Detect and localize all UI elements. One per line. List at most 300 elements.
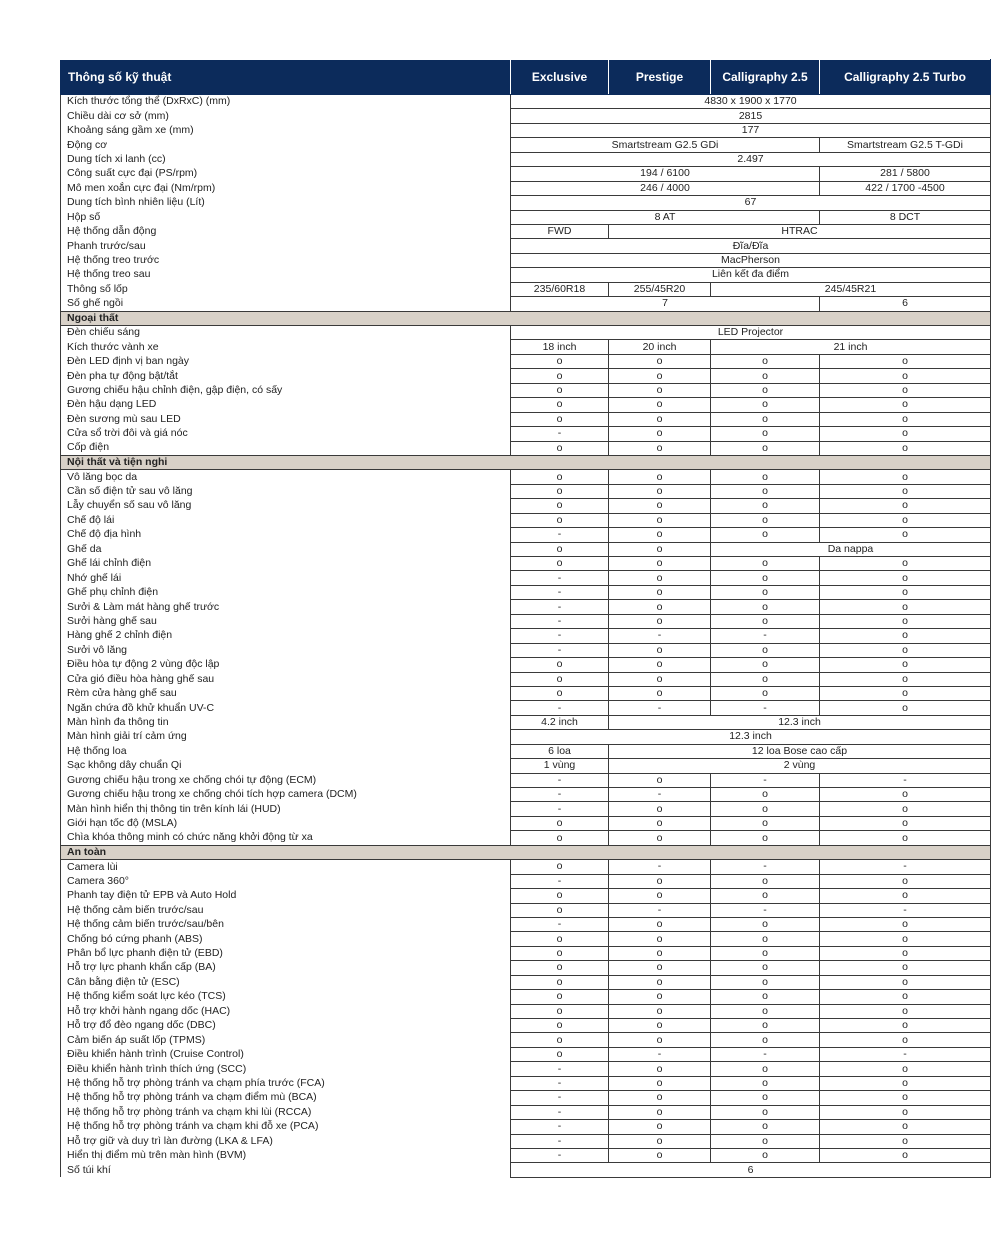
spec-value-exclusive: - — [511, 917, 609, 931]
spec-value-prestige: o — [609, 513, 711, 527]
spec-value-calligraphy-25-turbo: o — [820, 614, 991, 628]
table-row — [61, 123, 991, 137]
spec-value-calligraphy-25: - — [711, 629, 820, 643]
spec-value-exclusive: FWD — [511, 224, 609, 238]
spec-value-calligraphy-25: o — [711, 441, 820, 455]
spec-value-exclusive: o — [511, 398, 609, 412]
spec-value-calligraphy-25-turbo: o — [820, 427, 991, 441]
table-row — [61, 441, 991, 455]
spec-value-exclusive: o — [511, 975, 609, 989]
spec-value-calligraphy-25: o — [711, 398, 820, 412]
spec-value-merged: 4830 x 1900 x 1770 — [511, 95, 991, 109]
row-label: Điều khiển hành trình thích ứng (SCC) — [61, 1062, 511, 1076]
spec-value-merged: HTRAC — [609, 224, 991, 238]
spec-value-prestige: o — [609, 961, 711, 975]
row-label: Chế độ địa hình — [61, 528, 511, 542]
spec-value-exclusive: o — [511, 499, 609, 513]
spec-value-calligraphy-25-turbo: 6 — [820, 297, 991, 311]
spec-value-calligraphy-25: o — [711, 427, 820, 441]
row-label: Số ghế ngồi — [61, 297, 511, 311]
row-label: Đèn chiếu sáng — [61, 326, 511, 340]
header-spec-label: Thông số kỹ thuật — [61, 60, 511, 95]
table-row — [61, 1076, 991, 1090]
table-row — [61, 557, 991, 571]
spec-value-calligraphy-25: o — [711, 990, 820, 1004]
spec-value-exclusive: - — [511, 1148, 609, 1162]
header-row — [61, 60, 991, 95]
spec-value-prestige: o — [609, 1019, 711, 1033]
spec-value-calligraphy-25-turbo: o — [820, 1148, 991, 1162]
table-row — [61, 975, 991, 989]
spec-value-exclusive: 18 inch — [511, 340, 609, 354]
spec-value-calligraphy-25-turbo: - — [820, 860, 991, 874]
spec-value-merged: 194 / 6100 — [511, 167, 820, 181]
spec-value-calligraphy-25-turbo: o — [820, 1076, 991, 1090]
spec-value-prestige: o — [609, 686, 711, 700]
spec-value-exclusive: o — [511, 860, 609, 874]
spec-value-prestige: o — [609, 975, 711, 989]
row-label: Ghế da — [61, 542, 511, 556]
table-row — [61, 961, 991, 975]
spec-value-calligraphy-25-turbo: o — [820, 1019, 991, 1033]
spec-value-prestige: o — [609, 383, 711, 397]
spec-value-prestige: o — [609, 917, 711, 931]
spec-value-exclusive: o — [511, 513, 609, 527]
spec-value-calligraphy-25: o — [711, 571, 820, 585]
table-row — [61, 470, 991, 484]
spec-value-merged: 177 — [511, 123, 991, 137]
row-label: Ngăn chứa đồ khử khuẩn UV-C — [61, 701, 511, 715]
spec-value-prestige: o — [609, 1134, 711, 1148]
table-row — [61, 1120, 991, 1134]
table-row — [61, 658, 991, 672]
spec-value-prestige: o — [609, 542, 711, 556]
spec-value-calligraphy-25-turbo: Smartstream G2.5 T-GDi — [820, 138, 991, 152]
table-row — [61, 701, 991, 715]
table-row — [61, 600, 991, 614]
spec-value-calligraphy-25: o — [711, 802, 820, 816]
table-row — [61, 484, 991, 498]
spec-value-prestige: o — [609, 614, 711, 628]
spec-value-prestige: o — [609, 1033, 711, 1047]
row-label: Cửa sổ trời đôi và giá nóc — [61, 427, 511, 441]
spec-value-prestige: o — [609, 990, 711, 1004]
row-label: Cân bằng điện tử (ESC) — [61, 975, 511, 989]
spec-value-calligraphy-25: o — [711, 513, 820, 527]
spec-value-exclusive: o — [511, 412, 609, 426]
table-row — [61, 398, 991, 412]
spec-value-calligraphy-25-turbo: o — [820, 571, 991, 585]
row-label: Điều khiển hành trình (Cruise Control) — [61, 1047, 511, 1061]
spec-value-calligraphy-25: o — [711, 643, 820, 657]
row-label: Hệ thống kiểm soát lực kéo (TCS) — [61, 990, 511, 1004]
table-row — [61, 1033, 991, 1047]
spec-value-prestige: o — [609, 571, 711, 585]
row-label: Màn hình hiển thị thông tin trên kính lái (HUD) — [61, 802, 511, 816]
spec-value-exclusive: - — [511, 427, 609, 441]
table-row — [61, 946, 991, 960]
row-label: Phanh tay điện tử EPB và Auto Hold — [61, 889, 511, 903]
table-row — [61, 224, 991, 238]
spec-value-calligraphy-25-turbo: o — [820, 1062, 991, 1076]
row-label: Đèn hậu dạng LED — [61, 398, 511, 412]
spec-value-exclusive: - — [511, 788, 609, 802]
spec-value-merged: 8 AT — [511, 210, 820, 224]
spec-value-calligraphy-25-turbo: o — [820, 528, 991, 542]
row-label: Dung tích xi lanh (cc) — [61, 152, 511, 166]
table-row — [61, 528, 991, 542]
spec-value-calligraphy-25-turbo: o — [820, 441, 991, 455]
spec-value-prestige: o — [609, 889, 711, 903]
spec-value-exclusive: o — [511, 470, 609, 484]
row-label: Phanh trước/sau — [61, 239, 511, 253]
spec-value-merged: Da nappa — [711, 542, 991, 556]
header-calligraphy-25: Calligraphy 2.5 — [711, 60, 820, 95]
table-row — [61, 1134, 991, 1148]
spec-value-exclusive: o — [511, 1019, 609, 1033]
table-row — [61, 773, 991, 787]
spec-value-calligraphy-25-turbo: 281 / 5800 — [820, 167, 991, 181]
spec-value-calligraphy-25: o — [711, 528, 820, 542]
table-row — [61, 253, 991, 267]
table-row — [61, 109, 991, 123]
spec-value-prestige: o — [609, 831, 711, 845]
table-row — [61, 167, 991, 181]
spec-value-calligraphy-25: o — [711, 1076, 820, 1090]
spec-value-exclusive: o — [511, 1033, 609, 1047]
spec-value-exclusive: o — [511, 903, 609, 917]
spec-value-exclusive: o — [511, 1004, 609, 1018]
row-label: Chống bó cứng phanh (ABS) — [61, 932, 511, 946]
spec-value-calligraphy-25-turbo: 8 DCT — [820, 210, 991, 224]
row-label: Gương chiếu hậu trong xe chống chói tích hợp camera (DCM) — [61, 788, 511, 802]
spec-value-prestige: o — [609, 528, 711, 542]
section-header-row — [61, 845, 991, 859]
spec-value-exclusive: o — [511, 557, 609, 571]
spec-value-calligraphy-25-turbo: o — [820, 1091, 991, 1105]
row-label: Hiển thị điểm mù trên màn hình (BVM) — [61, 1148, 511, 1162]
spec-value-calligraphy-25: o — [711, 917, 820, 931]
spec-value-calligraphy-25-turbo: o — [820, 600, 991, 614]
spec-value-prestige: o — [609, 802, 711, 816]
spec-value-exclusive: o — [511, 354, 609, 368]
spec-value-prestige: o — [609, 470, 711, 484]
spec-value-prestige: o — [609, 1004, 711, 1018]
row-label: Hỗ trợ giữ và duy trì làn đường (LKA & LFA) — [61, 1134, 511, 1148]
table-row — [61, 181, 991, 195]
spec-value-calligraphy-25: o — [711, 614, 820, 628]
spec-value-merged: 2.497 — [511, 152, 991, 166]
row-label: Lẫy chuyển số sau vô lăng — [61, 499, 511, 513]
table-row — [61, 629, 991, 643]
spec-value-exclusive: o — [511, 816, 609, 830]
header-prestige: Prestige — [609, 60, 711, 95]
spec-value-exclusive: o — [511, 889, 609, 903]
table-row — [61, 95, 991, 109]
spec-value-exclusive: - — [511, 1105, 609, 1119]
row-label: Công suất cực đại (PS/rpm) — [61, 167, 511, 181]
row-label: Sưởi vô lăng — [61, 643, 511, 657]
table-row — [61, 354, 991, 368]
spec-value-prestige: o — [609, 1120, 711, 1134]
row-label: Hộp số — [61, 210, 511, 224]
spec-value-calligraphy-25: o — [711, 1019, 820, 1033]
table-row — [61, 1148, 991, 1162]
row-label: Màn hình giải trí cảm ứng — [61, 730, 511, 744]
spec-value-exclusive: o — [511, 369, 609, 383]
table-row — [61, 1062, 991, 1076]
spec-value-calligraphy-25-turbo: o — [820, 1105, 991, 1119]
spec-value-calligraphy-25: o — [711, 831, 820, 845]
spec-value-exclusive: o — [511, 542, 609, 556]
spec-value-calligraphy-25-turbo: o — [820, 398, 991, 412]
row-label: Cảm biến áp suất lốp (TPMS) — [61, 1033, 511, 1047]
spec-value-prestige: o — [609, 600, 711, 614]
row-label: Hỗ trợ khởi hành ngang dốc (HAC) — [61, 1004, 511, 1018]
table-row — [61, 383, 991, 397]
spec-value-prestige: o — [609, 427, 711, 441]
spec-value-exclusive: 6 loa — [511, 744, 609, 758]
spec-value-exclusive: - — [511, 614, 609, 628]
spec-value-merged: 6 — [511, 1163, 991, 1177]
table-row — [61, 369, 991, 383]
table-row — [61, 614, 991, 628]
spec-value-prestige: o — [609, 672, 711, 686]
row-label: Hỗ trợ lực phanh khẩn cấp (BA) — [61, 961, 511, 975]
row-label: Giới hạn tốc độ (MSLA) — [61, 816, 511, 830]
spec-value-merged: Smartstream G2.5 GDi — [511, 138, 820, 152]
row-label: Hệ thống dẫn động — [61, 224, 511, 238]
spec-value-prestige: o — [609, 1091, 711, 1105]
spec-value-prestige: 20 inch — [609, 340, 711, 354]
spec-value-calligraphy-25-turbo: o — [820, 383, 991, 397]
spec-value-prestige: o — [609, 1062, 711, 1076]
spec-value-calligraphy-25-turbo: o — [820, 1033, 991, 1047]
spec-value-calligraphy-25: o — [711, 1091, 820, 1105]
spec-value-calligraphy-25: o — [711, 658, 820, 672]
row-label: Hệ thống cảm biến trước/sau/bên — [61, 917, 511, 931]
section-header-row — [61, 311, 991, 325]
table-row — [61, 412, 991, 426]
spec-value-calligraphy-25-turbo: o — [820, 701, 991, 715]
row-label: Mô men xoắn cực đại (Nm/rpm) — [61, 181, 511, 195]
row-label: Rèm cửa hàng ghế sau — [61, 686, 511, 700]
spec-value-calligraphy-25-turbo: - — [820, 903, 991, 917]
section-header-row — [61, 455, 991, 469]
table-row — [61, 427, 991, 441]
table-row — [61, 831, 991, 845]
spec-value-calligraphy-25-turbo: 422 / 1700 -4500 — [820, 181, 991, 195]
spec-value-calligraphy-25: o — [711, 383, 820, 397]
spec-value-prestige: o — [609, 1105, 711, 1119]
spec-value-calligraphy-25-turbo: o — [820, 499, 991, 513]
spec-value-calligraphy-25-turbo: o — [820, 889, 991, 903]
table-row — [61, 1163, 991, 1177]
row-label: Camera lùi — [61, 860, 511, 874]
table-row — [61, 499, 991, 513]
spec-value-prestige: o — [609, 932, 711, 946]
spec-value-calligraphy-25: o — [711, 672, 820, 686]
spec-value-prestige: o — [609, 369, 711, 383]
spec-value-calligraphy-25: o — [711, 412, 820, 426]
row-label: Thông số lốp — [61, 282, 511, 296]
spec-value-calligraphy-25: o — [711, 484, 820, 498]
spec-value-merged: Đĩa/Đĩa — [511, 239, 991, 253]
spec-value-prestige: o — [609, 398, 711, 412]
spec-value-calligraphy-25: o — [711, 889, 820, 903]
spec-value-exclusive: - — [511, 773, 609, 787]
spec-value-merged: 12.3 inch — [511, 730, 991, 744]
spec-table-body — [61, 95, 991, 1178]
spec-value-calligraphy-25-turbo: o — [820, 990, 991, 1004]
row-label: Cửa gió điều hòa hàng ghế sau — [61, 672, 511, 686]
spec-value-merged: 7 — [511, 297, 820, 311]
table-row — [61, 138, 991, 152]
spec-value-calligraphy-25: - — [711, 701, 820, 715]
table-row — [61, 239, 991, 253]
row-label: Sưởi hàng ghế sau — [61, 614, 511, 628]
spec-value-calligraphy-25: o — [711, 788, 820, 802]
spec-value-prestige: o — [609, 499, 711, 513]
section-title: An toàn — [61, 845, 991, 859]
spec-value-exclusive: o — [511, 932, 609, 946]
spec-value-prestige: o — [609, 484, 711, 498]
spec-value-exclusive: o — [511, 946, 609, 960]
row-label: Đèn pha tự động bật/tắt — [61, 369, 511, 383]
spec-value-calligraphy-25-turbo: o — [820, 672, 991, 686]
table-row — [61, 196, 991, 210]
table-row — [61, 874, 991, 888]
spec-value-exclusive: - — [511, 1091, 609, 1105]
spec-value-merged: 245/45R21 — [711, 282, 991, 296]
spec-value-calligraphy-25-turbo: o — [820, 816, 991, 830]
spec-value-calligraphy-25: o — [711, 932, 820, 946]
spec-value-calligraphy-25-turbo: o — [820, 354, 991, 368]
spec-value-calligraphy-25: o — [711, 499, 820, 513]
spec-value-calligraphy-25: o — [711, 557, 820, 571]
table-row — [61, 1105, 991, 1119]
spec-value-prestige: o — [609, 412, 711, 426]
row-label: Động cơ — [61, 138, 511, 152]
table-row — [61, 1047, 991, 1061]
row-label: Hỗ trợ đổ đèo ngang dốc (DBC) — [61, 1019, 511, 1033]
row-label: Số túi khí — [61, 1163, 511, 1177]
table-row — [61, 932, 991, 946]
spec-value-prestige: - — [609, 1047, 711, 1061]
spec-table — [60, 59, 991, 1178]
table-row — [61, 340, 991, 354]
spec-value-merged: 12 loa Bose cao cấp — [609, 744, 991, 758]
spec-value-calligraphy-25: o — [711, 686, 820, 700]
spec-value-calligraphy-25: - — [711, 773, 820, 787]
spec-value-calligraphy-25: o — [711, 961, 820, 975]
spec-value-merged: MacPherson — [511, 253, 991, 267]
spec-value-prestige: o — [609, 658, 711, 672]
spec-value-prestige: o — [609, 354, 711, 368]
spec-value-calligraphy-25-turbo: o — [820, 686, 991, 700]
spec-value-calligraphy-25-turbo: o — [820, 1134, 991, 1148]
spec-value-calligraphy-25: o — [711, 600, 820, 614]
spec-value-calligraphy-25: o — [711, 1033, 820, 1047]
spec-value-exclusive: - — [511, 643, 609, 657]
table-row — [61, 542, 991, 556]
row-label: Dung tích bình nhiên liệu (Lít) — [61, 196, 511, 210]
spec-value-exclusive: - — [511, 1134, 609, 1148]
spec-value-calligraphy-25: o — [711, 874, 820, 888]
spec-value-calligraphy-25: o — [711, 1120, 820, 1134]
spec-value-calligraphy-25-turbo: o — [820, 961, 991, 975]
row-label: Cần số điện tử sau vô lăng — [61, 484, 511, 498]
spec-value-calligraphy-25: o — [711, 1105, 820, 1119]
spec-value-exclusive: o — [511, 831, 609, 845]
spec-value-exclusive: o — [511, 383, 609, 397]
spec-value-prestige: o — [609, 557, 711, 571]
table-row — [61, 585, 991, 599]
row-label: Hệ thống hỗ trợ phòng tránh va chạm phía trước (FCA) — [61, 1076, 511, 1090]
spec-value-calligraphy-25-turbo: o — [820, 484, 991, 498]
table-row — [61, 1091, 991, 1105]
row-label: Hàng ghế 2 chỉnh điện — [61, 629, 511, 643]
row-label: Hệ thống loa — [61, 744, 511, 758]
spec-value-exclusive: 1 vùng — [511, 759, 609, 773]
spec-value-exclusive: - — [511, 701, 609, 715]
spec-value-exclusive: o — [511, 990, 609, 1004]
spec-value-merged: 246 / 4000 — [511, 181, 820, 195]
row-label: Khoảng sáng gầm xe (mm) — [61, 123, 511, 137]
table-row — [61, 788, 991, 802]
spec-value-calligraphy-25-turbo: o — [820, 470, 991, 484]
spec-value-merged: 12.3 inch — [609, 715, 991, 729]
spec-value-exclusive: o — [511, 658, 609, 672]
row-label: Hệ thống cảm biến trước/sau — [61, 903, 511, 917]
spec-value-merged: 67 — [511, 196, 991, 210]
row-label: Ghế phụ chỉnh điện — [61, 585, 511, 599]
table-row — [61, 326, 991, 340]
spec-value-exclusive: 4.2 inch — [511, 715, 609, 729]
section-title: Nội thất và tiện nghi — [61, 455, 991, 469]
spec-value-calligraphy-25-turbo: - — [820, 773, 991, 787]
spec-value-exclusive: o — [511, 672, 609, 686]
row-label: Ghế lái chỉnh điện — [61, 557, 511, 571]
row-label: Gương chiếu hậu trong xe chống chói tự động (ECM) — [61, 773, 511, 787]
table-row — [61, 1019, 991, 1033]
spec-value-calligraphy-25: - — [711, 860, 820, 874]
row-label: Sưởi & Làm mát hàng ghế trước — [61, 600, 511, 614]
spec-value-exclusive: o — [511, 961, 609, 975]
row-label: Chế độ lái — [61, 513, 511, 527]
spec-value-exclusive: o — [511, 1047, 609, 1061]
table-row — [61, 686, 991, 700]
spec-value-merged: 2 vùng — [609, 759, 991, 773]
spec-value-calligraphy-25-turbo: o — [820, 831, 991, 845]
spec-value-calligraphy-25: o — [711, 369, 820, 383]
row-label: Cốp điện — [61, 441, 511, 455]
spec-value-calligraphy-25-turbo: o — [820, 874, 991, 888]
table-row — [61, 860, 991, 874]
spec-value-prestige: - — [609, 788, 711, 802]
table-row — [61, 990, 991, 1004]
row-label: Kích thước tổng thể (DxRxC) (mm) — [61, 95, 511, 109]
table-row — [61, 268, 991, 282]
table-row — [61, 571, 991, 585]
spec-value-prestige: - — [609, 629, 711, 643]
spec-value-exclusive: - — [511, 802, 609, 816]
row-label: Nhớ ghế lái — [61, 571, 511, 585]
spec-value-exclusive: 235/60R18 — [511, 282, 609, 296]
row-label: Gương chiếu hậu chỉnh điện, gập điện, có sấy — [61, 383, 511, 397]
spec-value-calligraphy-25-turbo: o — [820, 585, 991, 599]
spec-value-calligraphy-25: o — [711, 470, 820, 484]
